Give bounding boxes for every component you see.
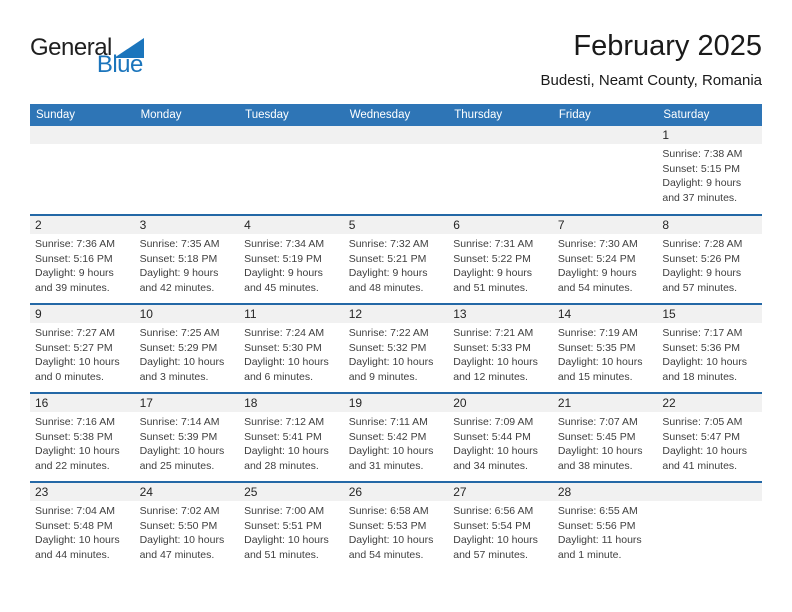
calendar-day-cell [135,126,240,215]
day-info [30,412,135,473]
sunrise-text: Sunrise: 6:58 AM [348,505,429,517]
sunset-text: Sunset: 5:21 PM [348,252,427,265]
calendar-day-cell [239,304,344,393]
calendar-day-cell [448,482,553,571]
calendar-day-cell [30,482,135,571]
sunset-text: Sunset: 5:30 PM [244,341,322,354]
sunrise-text: Sunrise: 7:30 AM [557,238,638,250]
weekday-header-friday: Friday [553,104,658,126]
day-info [553,234,658,295]
day-info [657,323,762,384]
day-info [448,144,553,147]
day-info [553,412,658,473]
sunrise-text: Sunrise: 7:38 AM [662,148,743,160]
day-number: 9 [30,305,135,323]
location-subtitle: Budesti, Neamt County, Romania [540,72,762,90]
daylight-text: Daylight: 10 hours and 25 minutes. [139,445,225,472]
daylight-text: Daylight: 10 hours and 44 minutes. [35,534,120,561]
day-info [30,144,135,147]
calendar-day-cell [344,393,449,482]
calendar-day-cell [239,215,344,304]
daylight-text: Daylight: 10 hours and 47 minutes. [139,534,225,561]
daylight-text: Daylight: 9 hours and 42 minutes. [139,267,219,294]
sunrise-text: Sunrise: 6:55 AM [557,505,638,517]
day-number [448,126,553,144]
day-number: 13 [448,305,553,323]
sunset-text: Sunset: 5:44 PM [453,430,531,443]
day-info [553,501,658,562]
daylight-text: Daylight: 10 hours and 51 minutes. [244,534,329,561]
sunset-text: Sunset: 5:54 PM [453,519,531,532]
calendar-day-cell [239,126,344,215]
sunrise-text: Sunrise: 7:25 AM [139,327,220,339]
sunset-text: Sunset: 5:42 PM [348,430,427,443]
day-number: 23 [30,483,135,501]
sunset-text: Sunset: 5:47 PM [662,430,741,443]
sunset-text: Sunset: 5:15 PM [662,162,741,175]
sunrise-text: Sunrise: 7:17 AM [662,327,743,339]
sunset-text: Sunset: 5:27 PM [35,341,113,354]
daylight-text: Daylight: 10 hours and 38 minutes. [557,445,643,472]
calendar-week-row [30,393,762,482]
sunset-text: Sunset: 5:33 PM [453,341,531,354]
sunset-text: Sunset: 5:36 PM [662,341,741,354]
day-info [344,323,449,384]
day-info [239,323,344,384]
calendar-day-cell [135,393,240,482]
day-number: 12 [344,305,449,323]
day-info [657,234,762,295]
daylight-text: Daylight: 10 hours and 41 minutes. [662,445,748,472]
title-block [541,30,763,89]
sunset-text: Sunset: 5:32 PM [348,341,427,354]
calendar-day-cell [657,393,762,482]
sunrise-text: Sunrise: 7:27 AM [35,327,115,339]
page-header [30,30,762,102]
sunset-text: Sunset: 5:41 PM [244,430,322,443]
logo-text-general: General [30,34,112,61]
sunset-text: Sunset: 5:24 PM [557,252,636,265]
calendar-week-row [30,304,762,393]
sunrise-text: Sunrise: 7:32 AM [348,238,429,250]
calendar-day-cell [553,393,658,482]
day-info [30,234,135,295]
weekday-header-saturday: Saturday [657,104,762,126]
sunrise-text: Sunrise: 7:35 AM [139,238,220,250]
day-number: 14 [553,305,658,323]
day-number: 18 [239,394,344,412]
calendar-day-cell [135,304,240,393]
calendar-day-cell [239,393,344,482]
day-info [553,323,658,384]
day-number [657,483,762,501]
daylight-text: Daylight: 9 hours and 45 minutes. [244,267,323,294]
weekday-header-sunday: Sunday [30,104,135,126]
calendar-week-row [30,482,762,571]
month-title: February 2025 [573,30,762,62]
sunrise-text: Sunrise: 7:21 AM [453,327,534,339]
calendar-day-cell [344,126,449,215]
sunrise-text: Sunrise: 7:34 AM [244,238,325,250]
sunset-text: Sunset: 5:29 PM [139,341,218,354]
daylight-text: Daylight: 10 hours and 22 minutes. [35,445,120,472]
calendar-day-cell [657,126,762,215]
calendar-day-cell [135,215,240,304]
calendar-day-cell [448,393,553,482]
sunset-text: Sunset: 5:48 PM [35,519,113,532]
calendar-day-cell [344,482,449,571]
calendar-day-cell [344,304,449,393]
day-number: 15 [657,305,762,323]
calendar-day-cell [448,126,553,215]
weekday-header-thursday: Thursday [448,104,553,126]
day-number: 17 [135,394,240,412]
daylight-text: Daylight: 10 hours and 28 minutes. [244,445,329,472]
day-number: 10 [135,305,240,323]
day-info [135,501,240,562]
calendar-day-cell [135,482,240,571]
day-info [239,412,344,473]
sunrise-text: Sunrise: 7:09 AM [453,416,534,428]
calendar-day-cell [553,126,658,215]
calendar-day-cell [344,215,449,304]
daylight-text: Daylight: 10 hours and 31 minutes. [348,445,434,472]
sunrise-text: Sunrise: 7:28 AM [662,238,743,250]
sunrise-text: Sunrise: 7:07 AM [557,416,638,428]
calendar-day-cell [657,482,762,571]
day-number: 19 [344,394,449,412]
calendar-day-cell [553,304,658,393]
day-info [344,144,449,147]
sunset-text: Sunset: 5:45 PM [557,430,636,443]
sunset-text: Sunset: 5:50 PM [139,519,218,532]
day-info [135,412,240,473]
day-number: 1 [657,126,762,144]
sunrise-text: Sunrise: 7:14 AM [139,416,220,428]
sunset-text: Sunset: 5:16 PM [35,252,113,265]
sunset-text: Sunset: 5:35 PM [557,341,636,354]
day-info [239,144,344,147]
day-info [448,234,553,295]
sunset-text: Sunset: 5:19 PM [244,252,322,265]
sunset-text: Sunset: 5:39 PM [139,430,218,443]
day-number [135,126,240,144]
daylight-text: Daylight: 9 hours and 48 minutes. [348,267,428,294]
day-info [657,501,762,504]
sunrise-text: Sunrise: 7:00 AM [244,505,325,517]
day-info [344,234,449,295]
day-number [553,126,658,144]
calendar-week-row [30,126,762,215]
daylight-text: Daylight: 10 hours and 57 minutes. [453,534,538,561]
daylight-text: Daylight: 9 hours and 51 minutes. [453,267,533,294]
day-info [135,323,240,384]
calendar-week-row [30,215,762,304]
sunrise-text: Sunrise: 7:19 AM [557,327,638,339]
day-number: 26 [344,483,449,501]
calendar-day-cell [657,215,762,304]
day-number: 4 [239,216,344,234]
sunrise-text: Sunrise: 7:22 AM [348,327,429,339]
calendar-day-cell [239,482,344,571]
sunrise-text: Sunrise: 7:11 AM [348,416,428,428]
daylight-text: Daylight: 10 hours and 34 minutes. [453,445,538,472]
day-info [344,412,449,473]
sunrise-text: Sunrise: 7:36 AM [35,238,115,250]
day-info [239,234,344,295]
daylight-text: Daylight: 10 hours and 6 minutes. [244,356,329,383]
daylight-text: Daylight: 10 hours and 15 minutes. [557,356,643,383]
daylight-text: Daylight: 9 hours and 57 minutes. [662,267,742,294]
sunrise-text: Sunrise: 7:31 AM [453,238,534,250]
day-number [344,126,449,144]
sunrise-text: Sunrise: 7:02 AM [139,505,220,517]
daylight-text: Daylight: 10 hours and 18 minutes. [662,356,748,383]
daylight-text: Daylight: 9 hours and 54 minutes. [557,267,637,294]
sunset-text: Sunset: 5:18 PM [139,252,218,265]
logo-text-blue: Blue [96,51,143,78]
sunset-text: Sunset: 5:38 PM [35,430,113,443]
day-number: 25 [239,483,344,501]
daylight-text: Daylight: 10 hours and 0 minutes. [35,356,120,383]
day-number: 5 [344,216,449,234]
sunrise-text: Sunrise: 7:16 AM [35,416,115,428]
day-info [135,234,240,295]
sunrise-text: Sunrise: 7:05 AM [662,416,743,428]
daylight-text: Daylight: 11 hours and 1 minute. [557,534,642,561]
sunset-text: Sunset: 5:53 PM [348,519,427,532]
daylight-text: Daylight: 9 hours and 37 minutes. [662,177,742,204]
calendar-day-cell [30,215,135,304]
calendar-day-cell [30,393,135,482]
day-number: 3 [135,216,240,234]
calendar-day-cell [30,304,135,393]
calendar-table [30,104,762,571]
sunset-text: Sunset: 5:56 PM [557,519,636,532]
sunrise-text: Sunrise: 6:56 AM [453,505,534,517]
day-info [239,501,344,562]
weekday-header-row [30,104,762,126]
weekday-header-monday: Monday [135,104,240,126]
day-info [553,144,658,147]
day-info [135,144,240,147]
sunset-text: Sunset: 5:51 PM [244,519,322,532]
daylight-text: Daylight: 10 hours and 3 minutes. [139,356,225,383]
day-info [30,501,135,562]
day-number [239,126,344,144]
day-number: 28 [553,483,658,501]
day-number [30,126,135,144]
calendar-day-cell [657,304,762,393]
day-number: 16 [30,394,135,412]
day-number: 11 [239,305,344,323]
sunset-text: Sunset: 5:26 PM [662,252,741,265]
calendar-day-cell [448,215,553,304]
day-number: 8 [657,216,762,234]
weekday-header-tuesday: Tuesday [239,104,344,126]
calendar-day-cell [553,215,658,304]
sunrise-text: Sunrise: 7:04 AM [35,505,115,517]
day-number: 7 [553,216,658,234]
day-number: 2 [30,216,135,234]
day-info [657,412,762,473]
daylight-text: Daylight: 10 hours and 9 minutes. [348,356,434,383]
sunset-text: Sunset: 5:22 PM [453,252,531,265]
day-info [344,501,449,562]
sunrise-text: Sunrise: 7:24 AM [244,327,325,339]
day-number: 27 [448,483,553,501]
day-info [448,501,553,562]
day-number: 22 [657,394,762,412]
day-number: 6 [448,216,553,234]
day-number: 24 [135,483,240,501]
day-number: 21 [553,394,658,412]
day-number: 20 [448,394,553,412]
general-blue-logo [30,36,144,77]
daylight-text: Daylight: 10 hours and 12 minutes. [453,356,538,383]
sunrise-text: Sunrise: 7:12 AM [244,416,325,428]
daylight-text: Daylight: 10 hours and 54 minutes. [348,534,434,561]
calendar-day-cell [553,482,658,571]
calendar-day-cell [30,126,135,215]
calendar-day-cell [448,304,553,393]
day-info [448,412,553,473]
daylight-text: Daylight: 9 hours and 39 minutes. [35,267,114,294]
day-info [448,323,553,384]
day-info [30,323,135,384]
day-info [657,144,762,205]
weekday-header-wednesday: Wednesday [344,104,449,126]
